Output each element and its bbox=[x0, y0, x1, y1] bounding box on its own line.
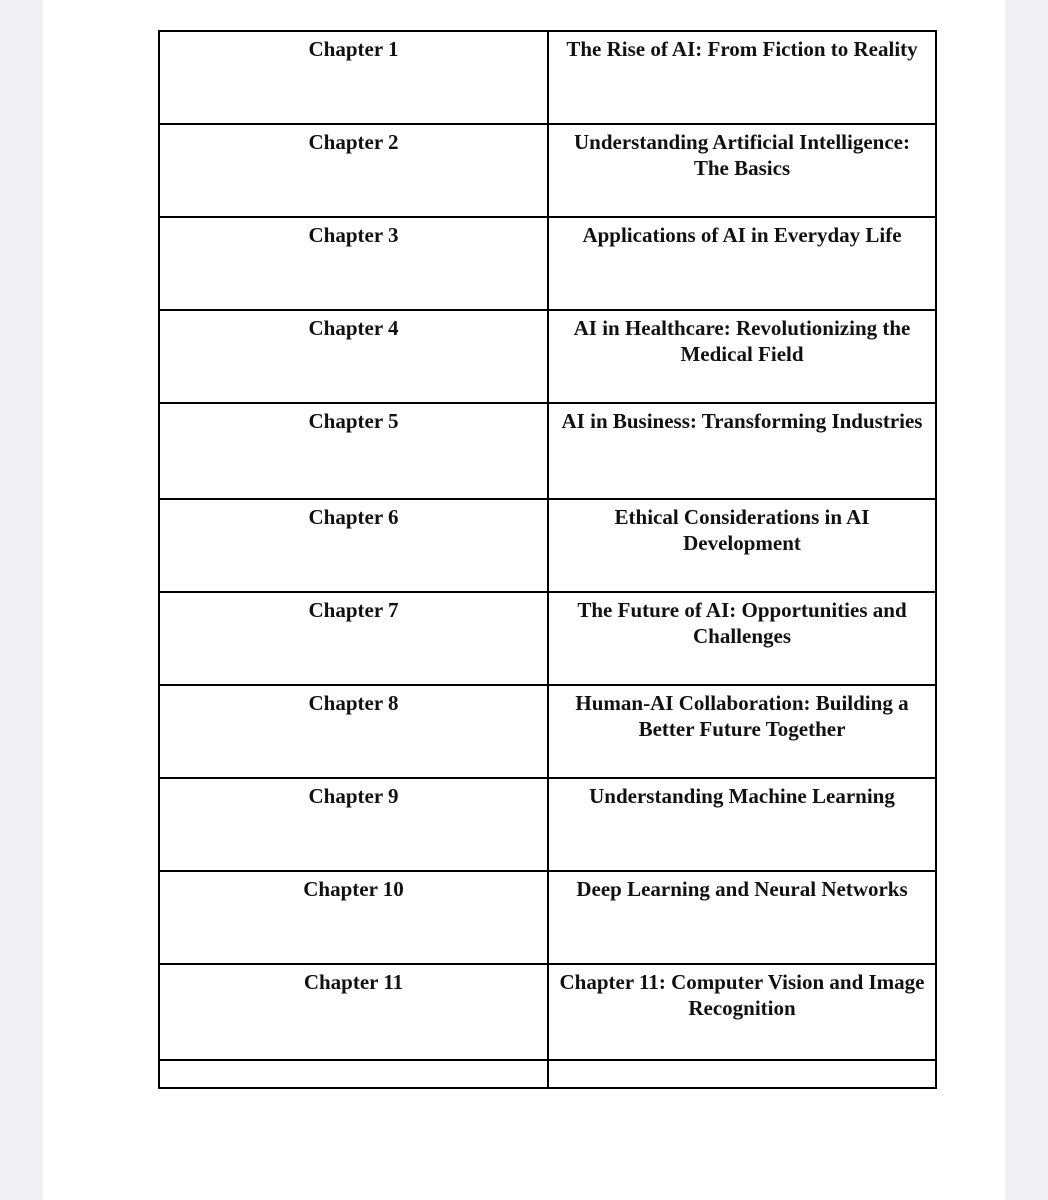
table-row bbox=[159, 964, 936, 1060]
chapter-number: Chapter 2 bbox=[159, 124, 548, 217]
chapter-number: Chapter 1 bbox=[159, 31, 548, 124]
table-row bbox=[159, 31, 936, 124]
chapter-number: Chapter 3 bbox=[159, 217, 548, 310]
table-row bbox=[159, 778, 936, 871]
empty-cell bbox=[159, 1060, 548, 1088]
chapter-title: Chapter 11: Computer Vision and Image Recognition bbox=[548, 964, 936, 1060]
chapter-number: Chapter 9 bbox=[159, 778, 548, 871]
chapter-number: Chapter 8 bbox=[159, 685, 548, 778]
table-row bbox=[159, 871, 936, 964]
chapter-number: Chapter 6 bbox=[159, 499, 548, 592]
chapter-number: Chapter 10 bbox=[159, 871, 548, 964]
table-row bbox=[159, 310, 936, 403]
chapter-title: Human-AI Collaboration: Building a Better Future Together bbox=[548, 685, 936, 778]
chapter-title: Understanding Machine Learning bbox=[548, 778, 936, 871]
table-row bbox=[159, 124, 936, 217]
chapter-number: Chapter 7 bbox=[159, 592, 548, 685]
chapter-title: The Future of AI: Opportunities and Challenges bbox=[548, 592, 936, 685]
empty-table-row bbox=[159, 1060, 936, 1088]
chapter-title: Understanding Artificial Intelligence: The Basics bbox=[548, 124, 936, 217]
table-row bbox=[159, 403, 936, 499]
table-row bbox=[159, 592, 936, 685]
table-row bbox=[159, 685, 936, 778]
chapter-number: Chapter 11 bbox=[159, 964, 548, 1060]
chapter-title: AI in Business: Transforming Industries bbox=[548, 403, 936, 499]
table-of-contents bbox=[158, 30, 937, 1089]
chapter-title: Deep Learning and Neural Networks bbox=[548, 871, 936, 964]
chapter-title: Applications of AI in Everyday Life bbox=[548, 217, 936, 310]
table-row bbox=[159, 499, 936, 592]
chapter-title: AI in Healthcare: Revolutionizing the Medical Field bbox=[548, 310, 936, 403]
chapter-number: Chapter 4 bbox=[159, 310, 548, 403]
chapter-number: Chapter 5 bbox=[159, 403, 548, 499]
chapter-title: The Rise of AI: From Fiction to Reality bbox=[548, 31, 936, 124]
chapter-title: Ethical Considerations in AI Development bbox=[548, 499, 936, 592]
empty-cell bbox=[548, 1060, 936, 1088]
table-row bbox=[159, 217, 936, 310]
